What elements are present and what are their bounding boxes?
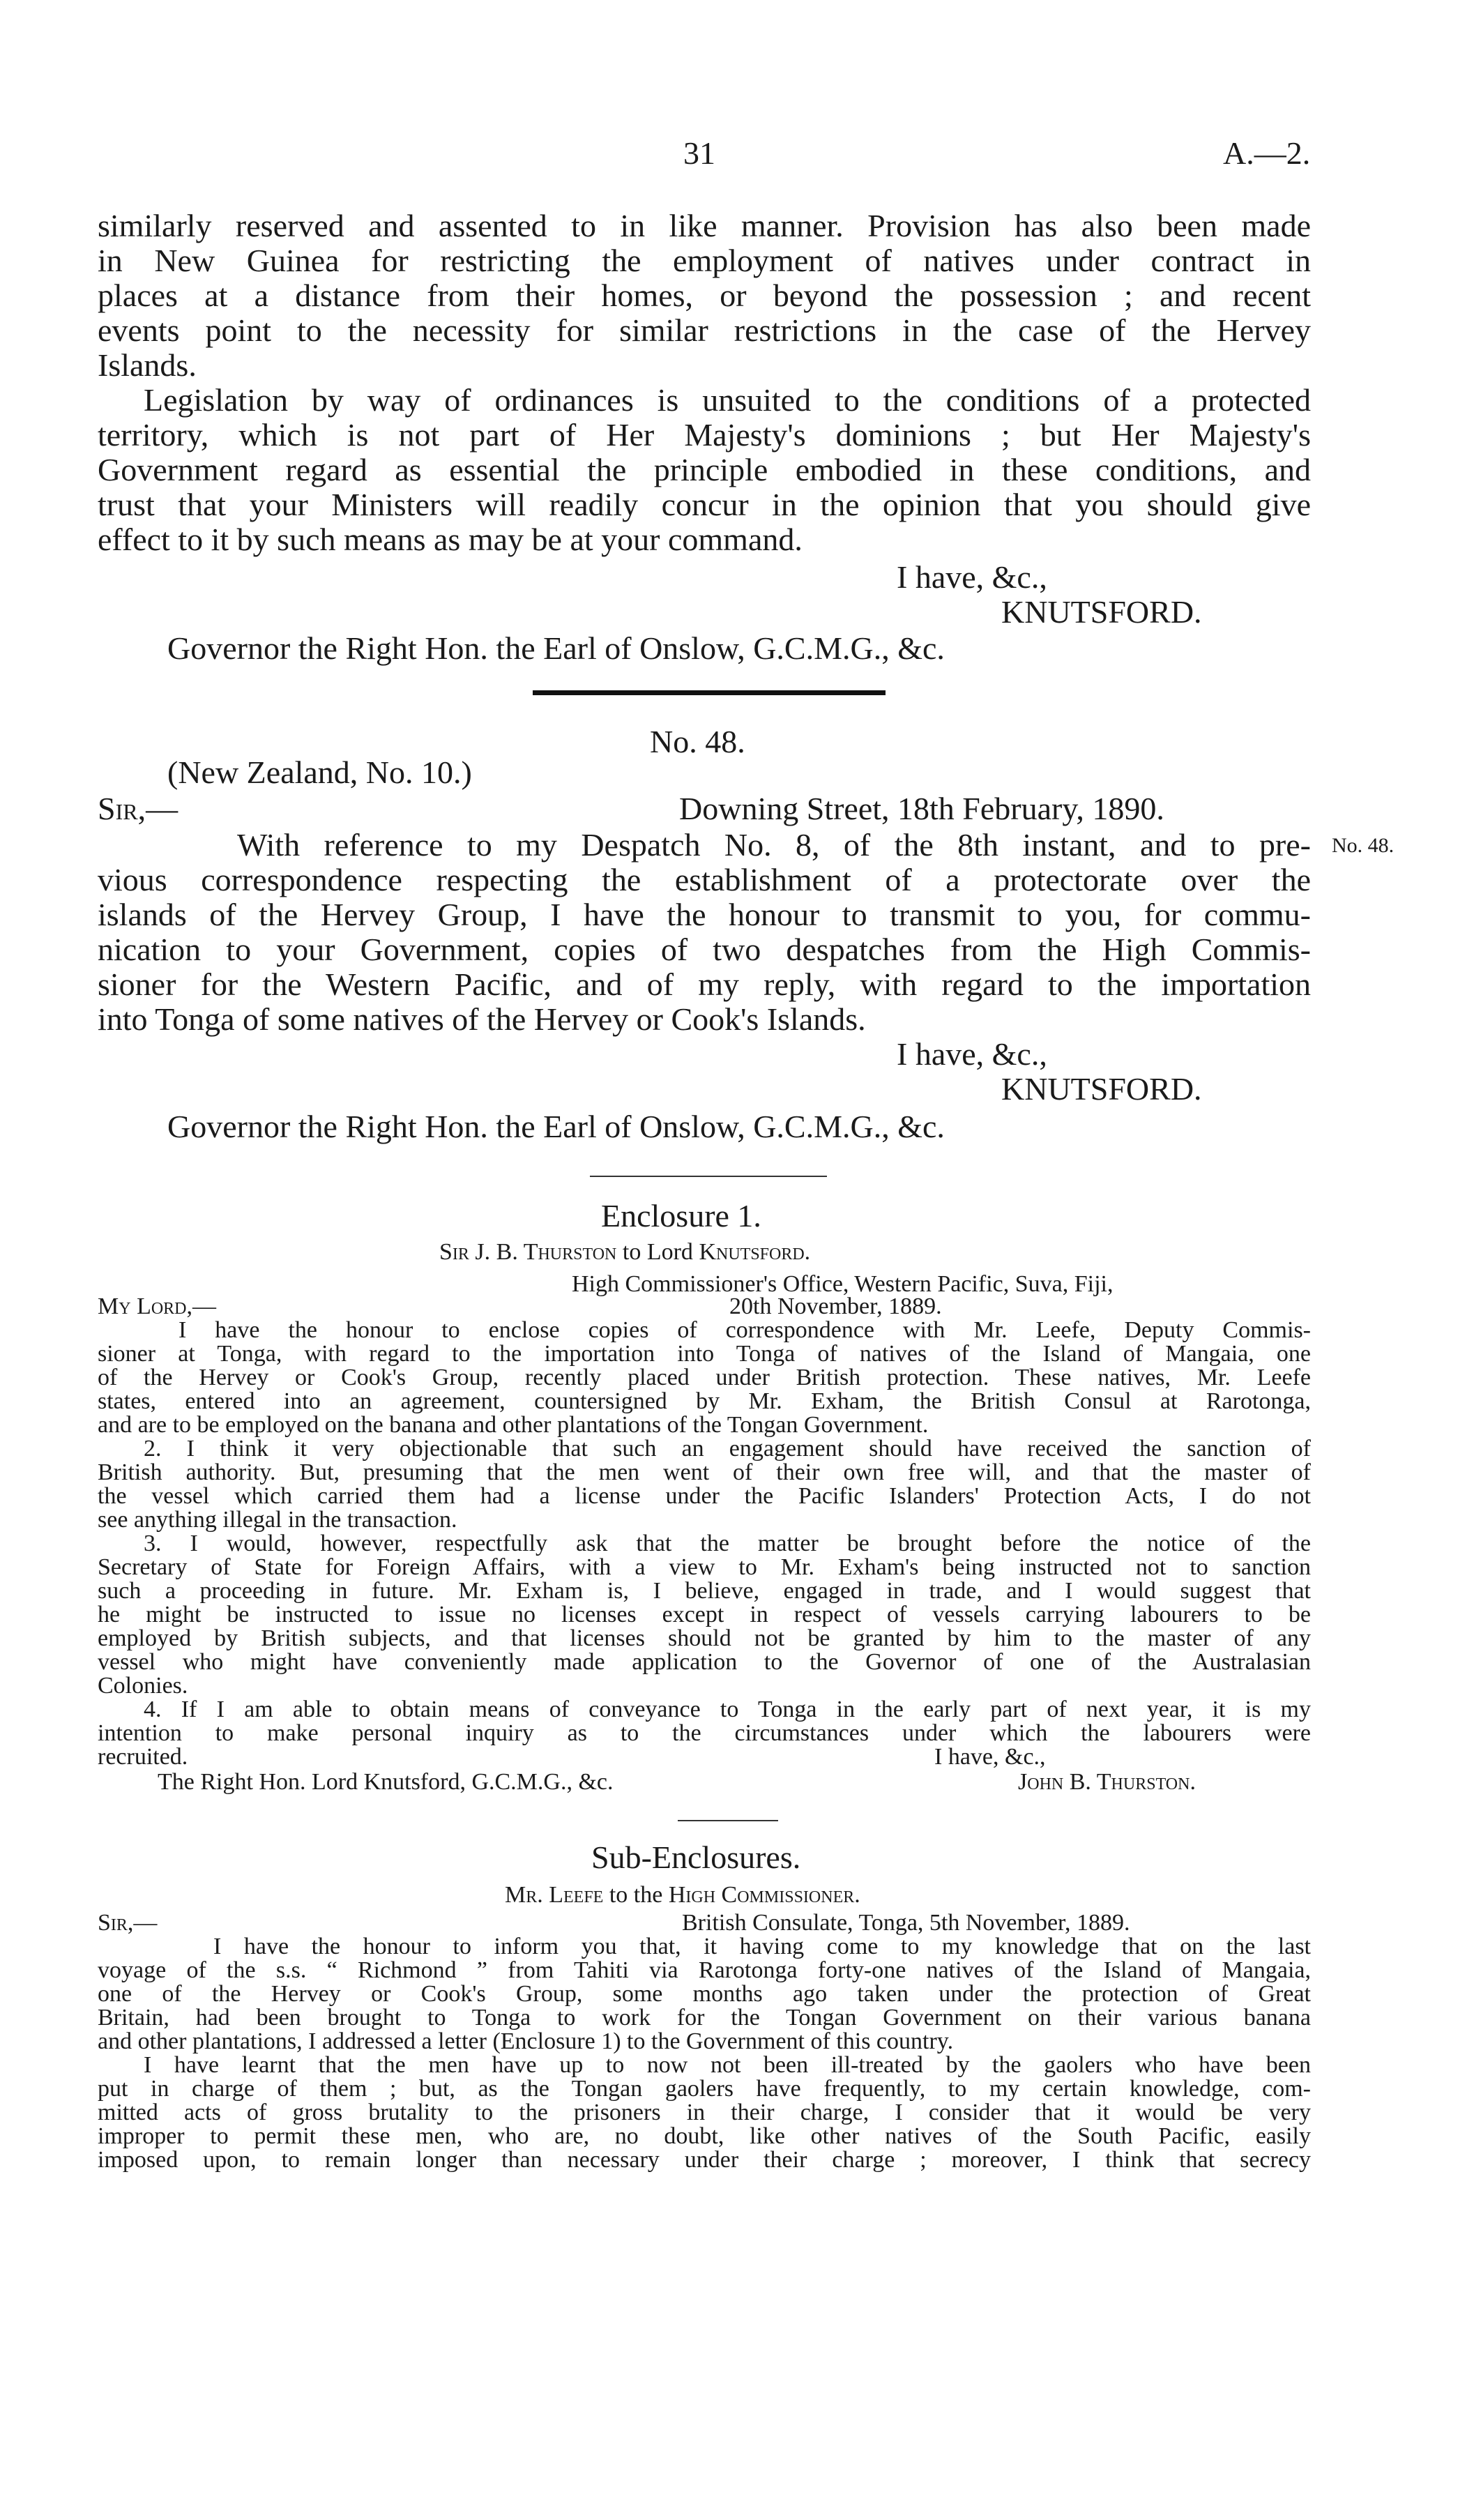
text-line: voyage of the s.s. “ Richmond ” from Tahiti via Rarotonga forty-one natives of the Island of Mangaia, bbox=[98, 1957, 1311, 1983]
text-line: he might be instructed to issue no licenses except in respect of vessels carrying labourers to be bbox=[98, 1602, 1311, 1627]
document-reference: A.—2. bbox=[1223, 135, 1311, 171]
text-line: Colonies. bbox=[98, 1673, 188, 1699]
enclosure-title: Enclosure 1. bbox=[601, 1198, 761, 1234]
text-line: in New Guinea for restricting the employment of natives under contract in bbox=[98, 243, 1311, 278]
salutation: Sir,— bbox=[98, 791, 178, 826]
text-line: of the Hervey or Cook's Group, recently placed under British protection. These natives, Mr. Leefe bbox=[98, 1365, 1311, 1390]
text-line: sioner at Tonga, with regard to the importation into Tonga of natives of the Island of Mangaia, one bbox=[98, 1341, 1311, 1367]
text-line: vessel who might have conveniently made application to the Governor of one of the Australasian bbox=[98, 1649, 1311, 1675]
margin-note: No. 48. bbox=[1332, 834, 1395, 857]
text-line: improper to permit these men, who are, no doubt, like other natives of the South Pacific, easily bbox=[98, 2123, 1311, 2149]
sender-name: Mr. Leefe bbox=[505, 1882, 604, 1908]
place-date: Downing Street, 18th February, 1890. bbox=[679, 791, 1164, 826]
text-line: nication to your Government, copies of two despatches from the High Commis- bbox=[98, 932, 1311, 967]
despatch-number: No. 48. bbox=[650, 724, 745, 759]
text-line: Secretary of State for Foreign Affairs, with a view to Mr. Exham's being instructed not to sanction bbox=[98, 1554, 1311, 1580]
subenclosures-title: Sub-Enclosures. bbox=[591, 1839, 801, 1875]
enclosure-heading bbox=[439, 1240, 810, 1265]
signature: KNUTSFORD. bbox=[1001, 1071, 1202, 1107]
text-line: 4. If I am able to obtain means of conveyance to Tonga in the early part of next year, it is my bbox=[144, 1697, 1311, 1722]
text-line: territory, which is not part of Her Majesty's dominions ; but Her Majesty's bbox=[98, 417, 1311, 453]
to-word: to Lord bbox=[622, 1239, 693, 1265]
section-divider bbox=[678, 1820, 778, 1821]
text-line: intention to make personal inquiry as to the circumstances under which the labourers were bbox=[98, 1720, 1311, 1746]
text-line: With reference to my Despatch No. 8, of the 8th instant, and to pre- bbox=[237, 827, 1311, 863]
recipient-name: High Commissioner. bbox=[668, 1882, 860, 1908]
closing: I have, &c., bbox=[897, 559, 1047, 595]
series-reference: (New Zealand, No. 10.) bbox=[167, 754, 472, 790]
text-line: I have the honour to enclose copies of correspondence with Mr. Leefe, Deputy Commis- bbox=[178, 1317, 1311, 1343]
page-number: 31 bbox=[683, 135, 715, 171]
text-line: states, entered into an agreement, countersigned by Mr. Exham, the British Consul at Rarotonga, bbox=[98, 1388, 1311, 1414]
text-line: Legislation by way of ordinances is unsuited to the conditions of a protected bbox=[144, 382, 1311, 418]
text-line: and are to be employed on the banana and other plantations of the Tongan Government. bbox=[98, 1412, 929, 1438]
addressee: Governor the Right Hon. the Earl of Onslow, G.C.M.G., &c. bbox=[167, 1109, 945, 1144]
closing: I have, &c., bbox=[897, 1036, 1047, 1072]
addressee: Governor the Right Hon. the Earl of Onslow, G.C.M.G., &c. bbox=[167, 630, 945, 666]
text-line: mitted acts of gross brutality to the prisoners in their charge, I consider that it would be very bbox=[98, 2100, 1311, 2125]
text-line: employed by British subjects, and that licenses should not be granted by him to the master of any bbox=[98, 1625, 1311, 1651]
text-line: into Tonga of some natives of the Hervey or Cook's Islands. bbox=[98, 1001, 866, 1037]
signature: KNUTSFORD. bbox=[1001, 594, 1202, 630]
text-line: put in charge of them ; but, as the Tongan gaolers have frequently, to my certain knowledge, com- bbox=[98, 2076, 1311, 2102]
salutation: Sir,— bbox=[98, 1910, 158, 1936]
text-line: Government regard as essential the principle embodied in these conditions, and bbox=[98, 452, 1311, 487]
text-line: I have the honour to inform you that, it having come to my knowledge that on the last bbox=[213, 1934, 1311, 1959]
text-line: events point to the necessity for similar restrictions in the case of the Hervey bbox=[98, 312, 1311, 348]
text-line: similarly reserved and assented to in like manner. Provision has also been made bbox=[98, 208, 1311, 243]
text-line: one of the Hervey or Cook's Group, some months ago taken under the protection of Great bbox=[98, 1981, 1311, 2007]
text-line: such a proceeding in future. Mr. Exham is, I believe, engaged in trade, and I would suggest that bbox=[98, 1578, 1311, 1604]
text-line: and other plantations, I addressed a letter (Enclosure 1) to the Government of this country. bbox=[98, 2028, 954, 2054]
text-line: I have learnt that the men have up to now not been ill-treated by the gaolers who have been bbox=[144, 2052, 1311, 2078]
text-line: recruited. bbox=[98, 1744, 188, 1770]
salutation: My Lord,— bbox=[98, 1293, 217, 1319]
signature: John B. Thurston. bbox=[1018, 1769, 1196, 1795]
text-line: trust that your Ministers will readily concur in the opinion that you should give bbox=[98, 487, 1311, 522]
addressee: The Right Hon. Lord Knutsford, G.C.M.G., &c. bbox=[158, 1769, 614, 1795]
text-line: Britain, had been brought to Tonga to work for the Tongan Government on their various banana bbox=[98, 2005, 1311, 2031]
office-line: High Commissioner's Office, Western Pacific, Suva, Fiji, bbox=[572, 1271, 1114, 1297]
to-word: to the bbox=[609, 1882, 663, 1908]
text-line: islands of the Hervey Group, I have the honour to transmit to you, for commu- bbox=[98, 897, 1311, 932]
recipient-name: Knutsford. bbox=[699, 1239, 811, 1265]
letter-date: 20th November, 1889. bbox=[729, 1293, 942, 1319]
text-line: Islands. bbox=[98, 347, 197, 383]
text-line: see anything illegal in the transaction. bbox=[98, 1507, 457, 1533]
section-divider bbox=[533, 690, 886, 695]
text-line: 2. I think it very objectionable that such an engagement should have received the sanction of bbox=[144, 1436, 1311, 1462]
text-line: effect to it by such means as may be at your command. bbox=[98, 522, 803, 557]
text-line: British authority. But, presuming that the men went of their own free will, and that the master of bbox=[98, 1459, 1311, 1485]
text-line: 3. I would, however, respectfully ask that the matter be brought before the notice of the bbox=[144, 1531, 1311, 1556]
closing: I have, &c., bbox=[934, 1744, 1046, 1770]
text-line: sioner for the Western Pacific, and of my reply, with regard to the importation bbox=[98, 966, 1311, 1002]
text-line: imposed upon, to remain longer than necessary under their charge ; moreover, I think that secrecy bbox=[98, 2147, 1311, 2173]
text-line: places at a distance from their homes, or beyond the possession ; and recent bbox=[98, 278, 1311, 313]
section-divider bbox=[590, 1176, 827, 1177]
text-line: vious correspondence respecting the establishment of a protectorate over the bbox=[98, 862, 1311, 897]
sender-name: Sir J. B. Thurston bbox=[439, 1239, 617, 1265]
text-line: the vessel which carried them had a license under the Pacific Islanders' Protection Acts, I do not bbox=[98, 1483, 1311, 1509]
place-date: British Consulate, Tonga, 5th November, 1889. bbox=[682, 1910, 1130, 1936]
subenclosure-heading bbox=[505, 1883, 860, 1908]
